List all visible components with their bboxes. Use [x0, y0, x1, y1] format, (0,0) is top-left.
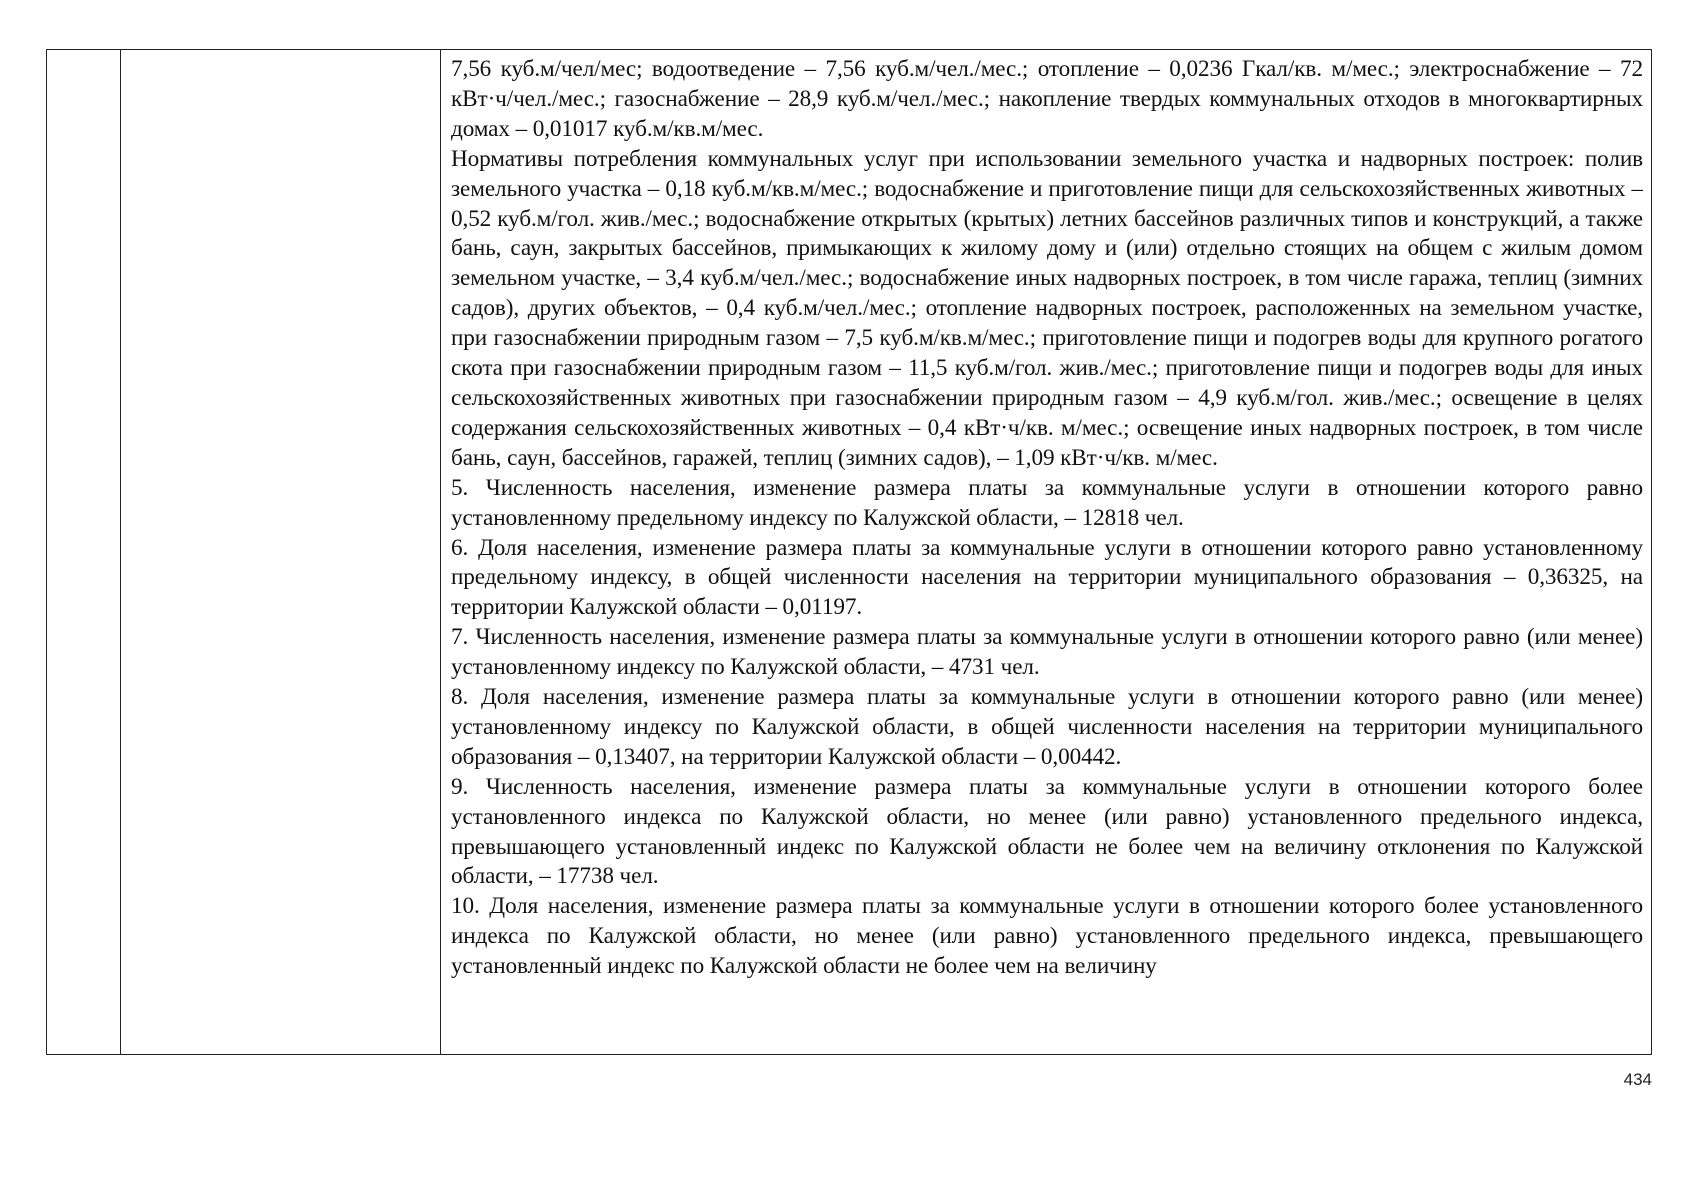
paragraph: 9. Численность населения, изменение размера платы за коммунальные услуги в отношении которого более установленного индекса по Калужской области, но менее (или равно) установленного предельного индекса, превышающего установленный индекс по Калужской области не более чем на величину отклонения по Калужской области, – 17738 чел.	[451, 773, 1643, 890]
paragraph: 10. Доля населения, изменение размера платы за коммунальные услуги в отношении которого более установленного индекса по Калужской области, но менее (или равно) установленного предельного индекса, превышающего установленный индекс по Калужской области не более чем на величину	[451, 893, 1643, 980]
paragraph: Нормативы потребления коммунальных услуг при использовании земельного участка и надворных построек: полив земельного участка – 0,18 куб.м/кв.м/мес.; водоснабжение и приготовление пищи для сельскохозяйственных животных – 0,52 куб.м/гол. жив./мес.; водоснабжение открытых (крытых) летних бассейнов различных типов и конструкций, а также бань, саун, закрытых бассейнов, примыкающих к жилому дому и (или) отдельно стоящих на общем с жилым домом земельном участке, – 3,4 куб.м/чел./мес.; водоснабжение иных надворных построек, в том числе гаража, теплиц (зимних садов), других объектов, – 0,4 куб.м/чел./мес.; отопление надворных построек, расположенных на земельном участке, при газоснабжении природным газом – 7,5 куб.м/кв.м/мес.; приготовление пищи и подогрев воды для крупного рогатого скота при газоснабжении природным газом – 11,5 куб.м/гол. жив./мес.; приготовление пищи и подогрев воды для иных сельскохозяйственных животных при газоснабжении природным газом – 4,9 куб.м/гол. жив./мес.; освещение в целях содержания сельскохозяйственных животных – 0,4 кВт·ч/кв. м/мес.; освещение иных надворных построек, в том числе бань, саун, бассейнов, гаражей, теплиц (зимних садов), – 1,09 кВт·ч/кв. м/мес.	[451, 145, 1643, 471]
paragraph: 7,56 куб.м/чел/мес; водоотведение – 7,56 куб.м/чел./мес.; отопление – 0,0236 Гкал/кв. м/мес.; электроснабжение – 72 кВт·ч/чел./мес.; газоснабжение – 28,9 куб.м/чел./мес.; накопление твердых коммунальных отходов в многоквартирных домах – 0,01017 куб.м/кв.м/мес.	[451, 56, 1643, 142]
paragraph: 5. Численность населения, изменение размера платы за коммунальные услуги в отношении которого равно установленному предельному индексу по Калужской области, – 12818 чел.	[451, 474, 1643, 531]
page-number: 434	[1623, 1070, 1652, 1089]
document-table	[46, 49, 1652, 1055]
paragraph: 6. Доля населения, изменение размера платы за коммунальные услуги в отношении которого равно установленному предельному индексу, в общей численности населения на территории муниципального образования – 0,36325, на территории Калужской области – 0,01197.	[451, 534, 1643, 621]
column-divider	[440, 50, 441, 1054]
table-text-cell	[451, 55, 1643, 1054]
paragraph: 8. Доля населения, изменение размера платы за коммунальные услуги в отношении которого равно (или менее) установленному индексу по Калужской области, в общей численности населения на территории муниципального образования – 0,13407, на территории Калужской области – 0,00442.	[451, 684, 1643, 770]
column-divider	[120, 50, 121, 1054]
paragraph: 7. Численность населения, изменение размера платы за коммунальные услуги в отношении которого равно (или менее) установленному индексу по Калужской области, – 4731 чел.	[451, 624, 1643, 681]
